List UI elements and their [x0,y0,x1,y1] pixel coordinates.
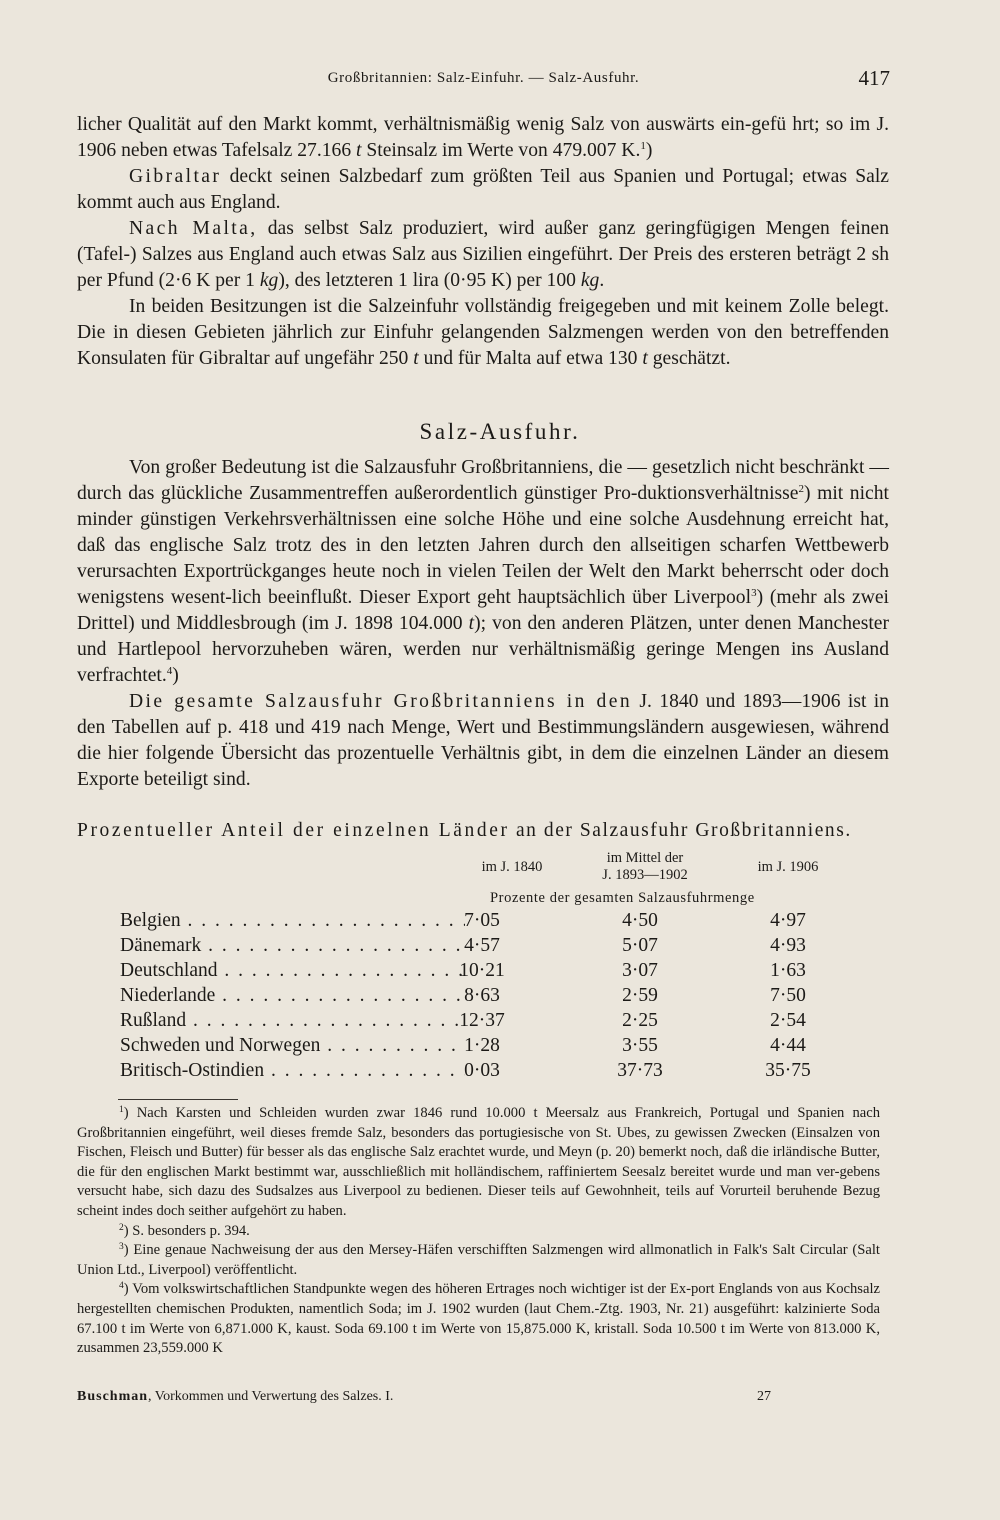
column-header-1893-1902: im Mittel der J. 1893—1902 [602,850,688,883]
value-1893-1902: 2·59 [622,985,658,1006]
footnote-ref-3: 3 [751,587,757,599]
value-1893-1902: 4·50 [622,910,658,931]
value-1906: 4·97 [770,910,806,931]
value-1840: 12·37 [459,1010,505,1031]
footnote-ref-4: 4 [166,665,173,677]
table-row [0,985,1000,1010]
column-header-1840: im J. 1840 [481,859,543,875]
value-1893-1902: 3·55 [622,1035,658,1056]
table-row [0,1060,1000,1085]
section-heading: Salz-Ausfuhr. [419,419,581,444]
column-header-1906: im J. 1906 [757,859,819,875]
value-1906: 7·50 [770,985,806,1006]
footnote-ref-1: 1 [640,140,646,152]
value-1840: 4·57 [464,935,500,956]
country-name: Rußland . . . [120,1010,465,1032]
paragraph-1: licher Qualität auf den Markt kommt, verhältnismäßig wenig Salz von auswärts ein-gefü hrt; so im J. 1906 neben etwas Tafelsalz 27.166 t Steinsalz im Werte von 479.007 K.$^1$) [77,114,889,161]
footnote-rule [118,1099,238,1100]
value-1840: 8·63 [464,985,500,1006]
value-1840: 1·28 [464,1035,500,1056]
footnote-2: $^2$) S. besonders p. 394. [119,1222,250,1239]
value-1893-1902: 5·07 [622,935,658,956]
country-name: Schweden und Norwegen . . . [120,1035,465,1057]
paragraph-5: Von großer Bedeutung ist die Salzausfuhr Großbritanniens, die — gesetzlich nicht beschränkt — durch das glückliche Zusammentreffen außerordentlich günstiger Pro-duktionsverhältnisse$^2$) mit nicht minder günstigen Verkehrsverhältnissen eine solche Höhe und eine solche Ausdehnung erreicht hat, daß das englische Salz trotz des in den letzten Jahren durch den allseitigen scharfen Wettbewerb verursachten Exportrückganges heute noch in vielen Teilen der Welt den Markt beherrscht oder doch wenigstens wesent-lich beeinflußt. Dieser Export geht hauptsächlich über Liverpool$^3$) (mehr als zwei Drittel) und Middlesbrough (im J. 1898 104.000 t); von den anderen Plätzen, unter denen Manchester und Hartlepool hervorzuheben wären, werden nur verhältnismäßig geringe Mengen ins Ausland verfrachtet.$^4$) [77,457,889,686]
paragraph-2: Gibraltar deckt seinen Salzbedarf zum größten Teil aus Spanien und Portugal; etwas Salz kommt auch aus England. [77,166,889,213]
country-name: Dänemark . . . [120,935,465,957]
table-row [0,1010,1000,1035]
table-row [0,960,1000,985]
paragraph-4: In beiden Besitzungen ist die Salzeinfuhr vollständig freigegeben und mit keinem Zolle belegt. Die in diesen Gebieten jährlich zur Einfuhr gelangenden Salzmengen werden von den betreffenden Konsulaten für Gibraltar auf ungefähr 250 t und für Malta auf etwa 130 t geschätzt. [77,296,889,369]
running-title: Großbritannien: Salz-Einfuhr. — Salz-Ausfuhr. [327,70,640,86]
footnote-1: $^1$) Nach Karsten und Schleiden wurden zwar 1846 rund 10.000 t Meersalz aus Frankreich, Portugal und Spanien nach Großbritannien eingeführt, weil dieses fremde Salz, besonders das portugiesische von St. Ubes, zu gewissen Zwecken (Einsalzen von Fischen, Fleisch und Butter) für besser als das englische Salz erachtet wurde, und Meyn (p. 20) bemerkt noch, daß die irländische Butter, die für den englischen Markt bestimmt war, ausschließlich mit holländischem, raffiniertem Seesalz bereitet wurde und man ver-gebens versucht habe, sich dazu des Sudsalzes aus Liverpool zu bedienen. Dieser teils auf Gewohnheit, teils auf Vorurteil beruhende Bezug scheint indes doch seither aufgehört zu haben. [77,1105,880,1219]
country-name: Deutschland . . . [120,960,465,982]
body-text-top [77,112,889,372]
paragraph-3: Nach Malta, das selbst Salz produziert, wird außer ganz geringfügigen Mengen feinen (Tafel-) Salzes aus England auch etwas Salz aus Sizilien eingeführt. Der Preis des ersteren beträgt 2 sh per Pfund (2·6 K per 1 kg), des letzteren 1 lira (0·95 K) per 100 kg. [77,218,889,291]
value-1906: 4·93 [770,935,806,956]
footer-book-title: Buschman, Vorkommen und Verwertung des Salzes. I. [77,1389,394,1404]
value-1840: 10·21 [459,960,505,981]
table-caption: Prozentueller Anteil der einzelnen Länder an der Salzausfuhr Großbritanniens. [77,820,852,841]
table-row [0,1035,1000,1060]
table-row [0,935,1000,960]
body-text-middle [77,455,889,793]
page-header [77,66,890,90]
value-1906: 4·44 [770,1035,806,1056]
footnote-4: $^4$) Vom volkswirtschaftlichen Standpunkte wegen des höheren Ertrages noch wichtiger ist der Ex-port Englands von aus Kochsalz hergestellten chemischen Produkten, namentlich Soda; im J. 1902 wurden (laut Chem.-Ztg. 1903, Nr. 21) ausgeführt: kalzinierte Soda 67.100 t im Werte von 6,871.000 K, kaust. Soda 69.100 t im Werte von 15,875.000 K, kristall. Soda 10.500 t im Werte von 813.000 K, zusammen 23,559.000 K [77,1281,880,1357]
value-1906: 35·75 [765,1060,811,1081]
value-1893-1902: 37·73 [617,1060,663,1081]
footnote-3: $^3$) Eine genaue Nachweisung der aus den Mersey-Häfen verschifften Salzmengen wird allmonatlich in Falk's Salt Circular (Salt Union Ltd., Liverpool) veröffentlicht. [77,1242,880,1278]
page-footer [77,1389,880,1409]
value-1840: 7·05 [464,910,500,931]
value-1893-1902: 2·25 [622,1010,658,1031]
page-number: 417 [858,66,890,90]
value-1906: 2·54 [770,1010,806,1031]
value-1840: 0·03 [464,1060,500,1081]
country-name: Niederlande . . . [120,985,465,1007]
footnote-ref-2: 2 [798,483,804,495]
footnotes [77,1104,880,1359]
table-row [0,910,1000,935]
country-name: Belgien . . . [120,910,465,932]
sheet-signature: 27 [757,1389,771,1404]
value-1893-1902: 3·07 [622,960,658,981]
country-name: Britisch-Ostindien . . . [120,1060,465,1082]
table-subheading: Prozente der gesamten Salzausfuhrmenge [490,890,755,906]
paragraph-6: Die gesamte Salzausfuhr Großbritanniens in den J. 1840 und 1893—1906 ist in den Tabellen auf p. 418 und 419 nach Menge, Wert und Bestimmungsländern ausgewiesen, während die hier folgende Übersicht das prozentuelle Verhältnis gibt, in dem die einzelnen Länder an diesem Exporte beteiligt sind. [77,691,889,790]
value-1906: 1·63 [770,960,806,981]
